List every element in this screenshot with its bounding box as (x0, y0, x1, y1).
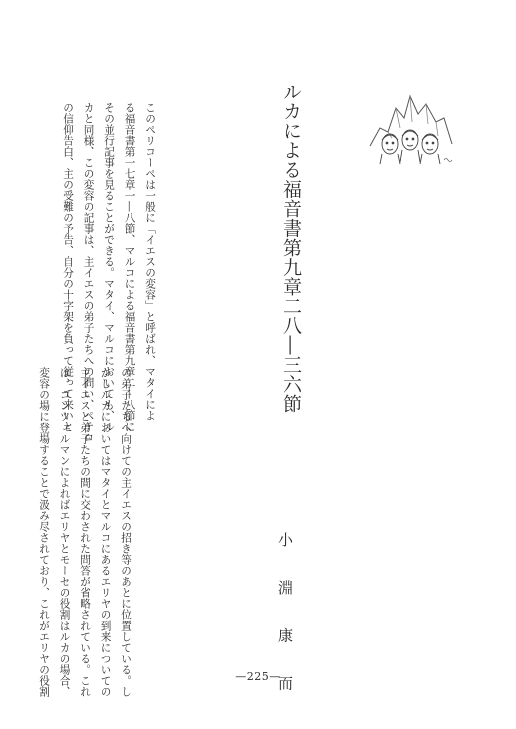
body-line: 主イエスと弟子たちの間に交わされた問答が省略されている。これ (79, 367, 91, 697)
body-line: かしルカにおいてはマタイとマルコにあるエリヤの到来についての (99, 367, 112, 697)
body-text-lower (36, 367, 136, 697)
figure-center (400, 130, 420, 162)
signature-mark (444, 159, 452, 162)
body-line: 変容の場に登場することで汲み尽されており、これがエリヤの役割 (38, 367, 50, 697)
body-line: は、コンツェルマンによればエリヤとモーセの役割はルカの場合、 (58, 367, 71, 697)
figure-right (420, 134, 440, 164)
body-line: このペリコーペは一般に「イエスの変容」と呼ばれ、マタイによ (144, 102, 156, 421)
mountain-outline (370, 96, 452, 146)
article-title: ルカによる福音書第九章二八―三六節 (280, 82, 302, 414)
body-line: の信仰告白、主の受難の予告、自分の十字架を負って従って来いと (62, 102, 74, 432)
figure-left (380, 134, 400, 164)
body-line: る福音書第一七章一―八節、マルコによる福音書第九章二―八節に (123, 102, 136, 432)
page-number: —225— (235, 670, 281, 683)
body-line: その並行記事を見ることができる。マタイ、マルコにおいても、ル (103, 102, 115, 432)
body-text-upper (35, 102, 160, 443)
author-name: 小 淵 康 而 (276, 532, 294, 705)
body-line: カと同様、この変容の記事は、主イエスの弟子たちへの問い、ペテロ (82, 102, 95, 443)
three-figures-illustration (366, 88, 454, 170)
body-line: の弟子たちへ向けての主イエスの招き等のあとに位置している。し (120, 367, 132, 697)
